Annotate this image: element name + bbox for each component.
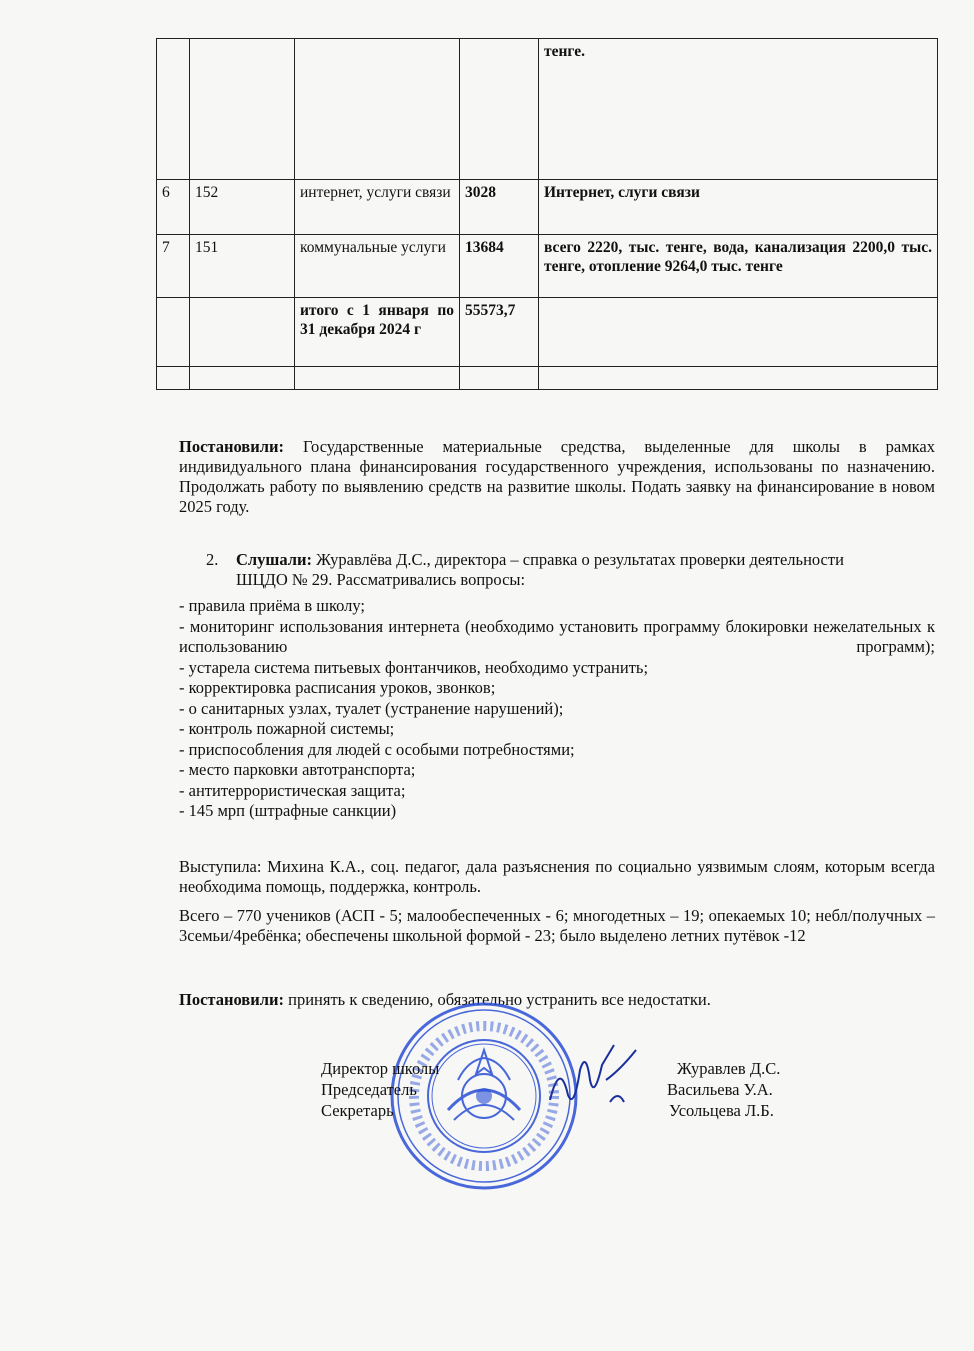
heard-label: Слушали: bbox=[236, 550, 313, 569]
role-secretary: Секретарь bbox=[321, 1101, 394, 1120]
cell-note: всего 2220, тыс. тенге, вода, канализация 2200,0 тыс. тенге, отопление 9264,0 тыс. тенге bbox=[539, 235, 938, 298]
issues-list bbox=[179, 596, 935, 822]
cell-note bbox=[539, 367, 938, 390]
role-director: Директор школы bbox=[321, 1059, 440, 1078]
cell-code bbox=[190, 39, 295, 180]
list-item: - антитеррористическая защита; bbox=[179, 780, 406, 800]
cell-code: 152 bbox=[190, 180, 295, 235]
table-row bbox=[157, 180, 938, 235]
cell-number: 7 bbox=[157, 235, 190, 298]
cell-name: итого с 1 января по 31 декабря 2024 г bbox=[295, 298, 460, 367]
cell-amount bbox=[460, 367, 539, 390]
section-heard bbox=[236, 550, 876, 590]
table-row bbox=[157, 39, 938, 180]
cell-amount: 55573,7 bbox=[460, 298, 539, 367]
list-item: - мониторинг использования интернета (необходимо установить программу блокировки нежелательных к использованию программ); bbox=[179, 616, 935, 656]
list-item: - контроль пожарной системы; bbox=[179, 719, 395, 738]
table-row bbox=[157, 367, 938, 390]
table-row bbox=[157, 235, 938, 298]
list-item: - устарела система питьевых фонтанчиков, необходимо устранить; bbox=[179, 657, 649, 677]
list-item: - приспособления для людей с особыми потребностями; bbox=[179, 739, 575, 759]
role-chair: Председатель bbox=[321, 1080, 417, 1099]
speech-paragraph bbox=[179, 857, 935, 897]
cell-name: коммунальные услуги bbox=[295, 235, 460, 298]
list-item: - о санитарных узлах, туалет (устранение нарушений); bbox=[179, 698, 564, 718]
cell-code: 151 bbox=[190, 235, 295, 298]
decision-text: Государственные материальные средства, выделенные для школы в рамках индивидуального плана финансирования государственного учреждения, использованы по назначению. Продолжать работу по выявлению средств на развитие школы. Подать заявку на финансирование в новом 2025 году. bbox=[179, 437, 935, 516]
cell-amount: 13684 bbox=[460, 235, 539, 298]
handwritten-signature-icon bbox=[540, 1040, 650, 1120]
list-item: - корректировка расписания уроков, звонков; bbox=[179, 678, 496, 697]
table-row bbox=[157, 298, 938, 367]
name-chair: Васильева У.А. bbox=[667, 1080, 773, 1099]
cell-note: Интернет, слуги связи bbox=[539, 180, 938, 235]
decision-label: Постановили: bbox=[179, 990, 284, 1009]
stats-paragraph bbox=[179, 906, 935, 946]
name-secretary: Усольцева Л.Б. bbox=[669, 1101, 774, 1120]
stats-text: Всего – 770 учеников (АСП - 5; малообеспеченных - 6; многодетных – 19; опекаемых 10; небл/получных – 3семьи/4ребёнка; обеспечены школьной формой - 23; было выделено летних путёвок -12 bbox=[179, 906, 935, 945]
cell-number bbox=[157, 367, 190, 390]
decision-text: принять к сведению, обязательно устранить все недостатки. bbox=[288, 990, 711, 1009]
signature-roles bbox=[321, 1058, 439, 1121]
cell-note: тенге. bbox=[539, 39, 938, 180]
name-director: Журавлев Д.С. bbox=[677, 1059, 781, 1078]
cell-amount bbox=[460, 39, 539, 180]
cell-code bbox=[190, 367, 295, 390]
section-number: 2. bbox=[206, 550, 219, 569]
decision-label: Постановили: bbox=[179, 437, 284, 456]
speech-text: Выступила: Михина К.А., соц. педагог, дала разъяснения по социально уязвимым слоям, которым всегда необходима помощь, поддержка, контроль. bbox=[179, 857, 935, 896]
list-item: - правила приёма в школу; bbox=[179, 596, 366, 615]
list-item: - 145 мрп (штрафные санкции) bbox=[179, 801, 397, 820]
decision-paragraph-1 bbox=[179, 437, 935, 517]
cell-name: интернет, услуги связи bbox=[295, 180, 460, 235]
cell-number bbox=[157, 39, 190, 180]
heard-text: Журавлёва Д.С., директора – справка о результатах проверки деятельности ШЦДО № 29. Рассматривались вопросы: bbox=[236, 550, 844, 589]
budget-table bbox=[156, 38, 938, 390]
cell-name bbox=[295, 39, 460, 180]
list-item: - место парковки автотранспорта; bbox=[179, 760, 416, 779]
cell-number bbox=[157, 298, 190, 367]
cell-note bbox=[539, 298, 938, 367]
cell-amount: 3028 bbox=[460, 180, 539, 235]
cell-name bbox=[295, 367, 460, 390]
cell-number: 6 bbox=[157, 180, 190, 235]
cell-code bbox=[190, 298, 295, 367]
signature-names bbox=[664, 1058, 780, 1121]
